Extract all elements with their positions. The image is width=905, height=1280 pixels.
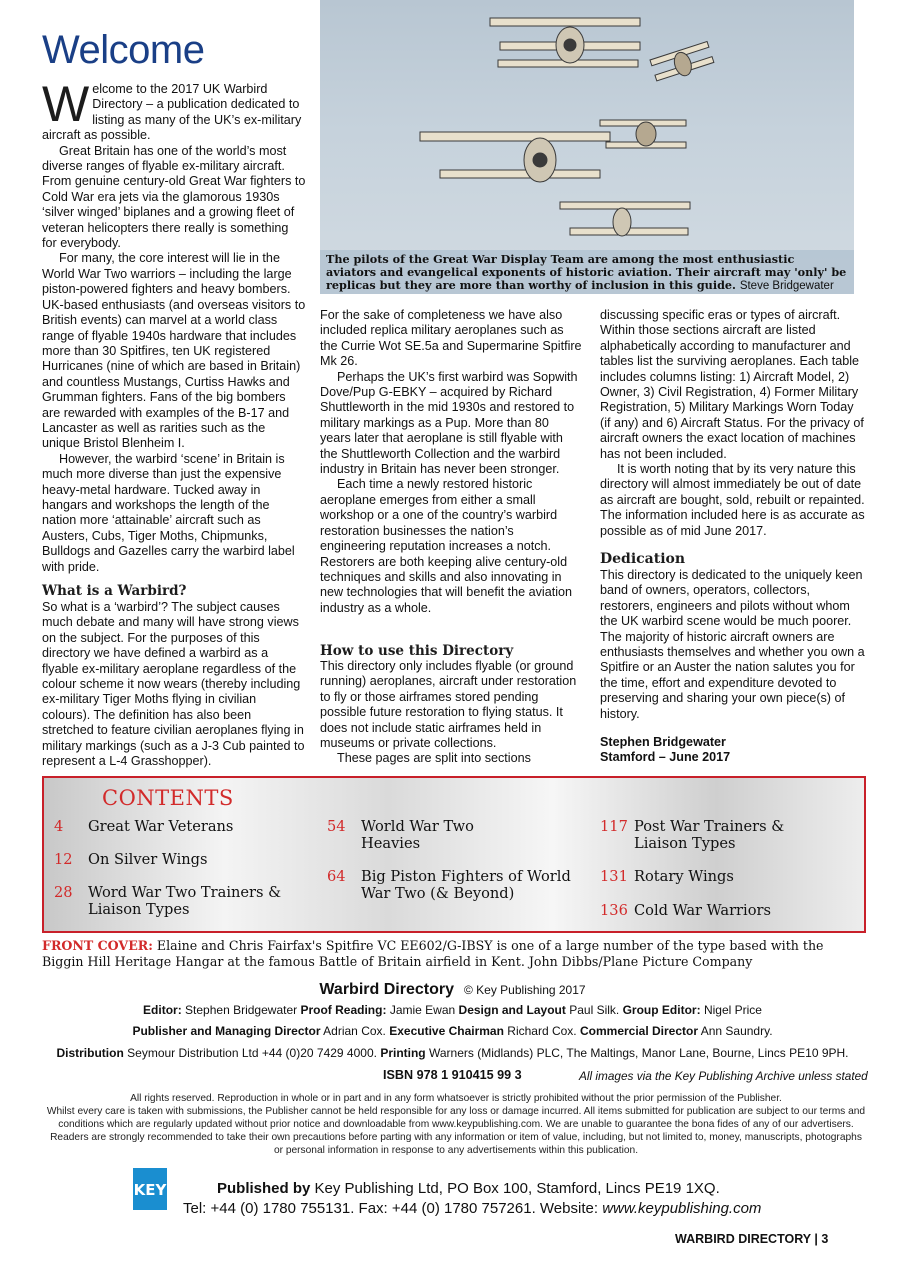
contents-page-number: 136 — [600, 902, 628, 919]
legal-line-1: All rights reserved. Reproduction in whole or in part and in any form whatsoever is strictly prohibited without the prior permission of the Publisher. — [130, 1093, 782, 1104]
contents-label: Post War Trainers & Liaison Types — [634, 818, 785, 852]
contents-label: Rotary Wings — [634, 868, 734, 885]
isbn: ISBN 978 1 910415 99 3 — [383, 1068, 522, 1082]
warbird-paragraph: So what is a ‘warbird’? The subject causes much debate and many will have strong views on the subject. For the purposes of this directory we have defined a warbird as a flyable ex-military aeroplane regardless of the colour scheme it now wears (thereby including ex-military Tiger Moths flying in civilian colours). The definition has also been stretched to feature civilian aeroplanes flying in military markings (such as a J-3 Cub painted to represent a L-4 Grasshopper). — [42, 600, 305, 769]
masthead-title-line — [0, 983, 905, 997]
publisher-name: Adrian Cox. — [323, 1024, 386, 1038]
contents-item[interactable] — [600, 902, 800, 919]
proof-name: Jamie Ewan — [389, 1003, 456, 1017]
publisher-label: Publisher and Managing Director — [132, 1024, 321, 1038]
caption-text: The pilots of the Great War Display Team are among the most enthusiastic aviators and evangelical exponents of historic aviation. Their aircraft may 'only' be replicas but they are more than worthy of inclusion in this guide. — [326, 252, 847, 293]
credits-line-1 — [0, 1003, 905, 1017]
editor-label: Editor: — [143, 1003, 182, 1017]
design-label: Design and Layout — [458, 1003, 566, 1017]
contents-item[interactable] — [600, 818, 800, 852]
contents-page-number: 12 — [54, 851, 73, 868]
logo-text: KEY — [133, 1181, 167, 1199]
contents-item[interactable] — [600, 868, 800, 885]
contents-item[interactable] — [54, 818, 304, 835]
hero-photo — [320, 0, 854, 294]
contents-label: Great War Veterans — [88, 818, 234, 835]
contact-text: Tel: +44 (0) 1780 755131. Fax: +44 (0) 1780 757261. Website: — [183, 1200, 599, 1217]
front-cover-note — [42, 938, 864, 969]
legal-notice — [45, 1092, 867, 1157]
welcome-paragraph-3: For many, the core interest will lie in the World War Two warriors – including the large piston-powered fighters and heavy bombers. UK-based enthusiasts (and overseas visitors to British events) can marvel at a world class range of flyable 1940s hardware that includes more than 30 Spitfires, ten UK registered Hurricanes (nine of which are based in Britain) and countless Mustangs, Curtiss Hawks and Grumman fighters. Fans of the big bombers are rewarded with examples of the B-17 and Lancaster as well as rarities such as the unique Bristol Blenheim I. — [42, 251, 306, 451]
printing-text: Warners (Midlands) PLC, The Maltings, Manor Lane, Bourne, Lincs PE10 9PH. — [428, 1046, 849, 1060]
contents-item[interactable] — [327, 868, 577, 902]
published-by-line — [217, 1180, 867, 1197]
published-label: Published by — [217, 1180, 311, 1197]
warbird-text — [42, 600, 306, 769]
signature-name: Stephen Bridgewater — [600, 735, 726, 749]
contents-page-number: 64 — [327, 868, 346, 885]
published-address: Key Publishing Ltd, PO Box 100, Stamford, Lincs PE19 1XQ. — [314, 1180, 720, 1197]
editor-name: Stephen Bridgewater — [185, 1003, 298, 1017]
images-note: All images via the Key Publishing Archive unless stated — [579, 1069, 868, 1083]
right-paragraph-2: It is worth noting that by its very nature this directory will almost immediately be out of date as aircraft are bought, sold, rebuilt or repainted. The information included here is as accurate as possible as of mid June 2017. — [600, 462, 865, 538]
key-publishing-logo — [133, 1168, 167, 1210]
middle-column — [320, 308, 582, 616]
group-name: Nigel Price — [703, 1003, 762, 1017]
contents-label: Cold War Warriors — [634, 902, 771, 919]
middle-paragraph-3: Each time a newly restored historic aeroplane emerges from either a small workshop or a one of the country’s warbird restoration businesses the nation’s engineering reputation increases a notch. Restorers are both keeping alive century-old techniques and skills and also innovating in new technologies that will benefit the aviation industry as a whole. — [320, 477, 573, 615]
howto-text — [320, 659, 582, 767]
printing-label: Printing — [380, 1046, 426, 1060]
contents-item[interactable] — [54, 851, 304, 868]
distribution-label: Distribution — [56, 1046, 124, 1060]
contents-page-number: 117 — [600, 818, 628, 835]
contents-item[interactable] — [327, 818, 577, 852]
page-title: Welcome — [42, 28, 205, 72]
middle-paragraph-2: Perhaps the UK’s first warbird was Sopwith Dove/Pup G-EBKY – acquired by Richard Shuttleworth in the mid 1930s and restored to military markings as a Pup. More than 80 years later that aeroplane is still flyable with the Shuttleworth Collection and the warbird industry in Britain has never been stronger. — [320, 369, 578, 477]
group-label: Group Editor: — [622, 1003, 701, 1017]
chairman-name: Richard Cox. — [507, 1024, 577, 1038]
contact-line — [183, 1200, 863, 1217]
contents-box — [42, 776, 866, 933]
front-cover-lead: FRONT COVER: — [42, 938, 153, 953]
contents-label: On Silver Wings — [88, 851, 208, 868]
front-cover-text: Elaine and Chris Fairfax's Spitfire VC EE602/G-IBSY is one of a large number of the type based with the Biggin Hill Heritage Hangar at the famous Battle of Britain airfield in Kent. John Dibbs/Plane Picture Company — [42, 938, 824, 969]
signature-place: Stamford – June 2017 — [600, 750, 731, 765]
section-heading-howto: How to use this Directory — [320, 643, 514, 659]
legal-line-2: Whilst every care is taken with submissions, the Publisher cannot be held responsible for any loss or damage incurred. All items submitted for publication are subject to our terms and conditions which are regularly updated without prior notice and downloadable from www.keypublishing.com. We are unable to guarantee the bona fides of any of our advertisers. Readers are strongly recommended to take their own precautions before parting with any information or item of value, including, but not limited to, money, manuscripts, photographs or personal information in response to any advertisements within this publication. — [46, 1106, 866, 1156]
commercial-name: Ann Saundry. — [700, 1024, 773, 1038]
chairman-label: Executive Chairman — [389, 1024, 504, 1038]
distribution-text: Seymour Distribution Ltd +44 (0)20 7429 4000. — [127, 1046, 377, 1060]
proof-label: Proof Reading: — [300, 1003, 387, 1017]
contents-page-number: 4 — [54, 818, 64, 835]
contents-page-number: 54 — [327, 818, 346, 835]
howto-paragraph-1: This directory only includes flyable (or ground running) aeroplanes, aircraft under restoration to fly or those airframes stored pending possible future restoration to flying status. It does not include static airframes held in museums or private collections. — [320, 659, 577, 751]
contents-page-number: 28 — [54, 884, 73, 901]
contents-title: CONTENTS — [102, 786, 234, 810]
page-footer: WARBIRD DIRECTORY | 3 — [675, 1232, 829, 1246]
dedication-text — [600, 568, 866, 722]
masthead-title: Warbird Directory — [319, 981, 454, 998]
contents-page-number: 131 — [600, 868, 628, 885]
right-column — [600, 308, 866, 539]
design-name: Paul Silk. — [569, 1003, 620, 1017]
section-heading-warbird: What is a Warbird? — [42, 583, 187, 599]
credits-line-2 — [0, 1024, 905, 1038]
credits-line-3 — [0, 1046, 905, 1060]
signature — [600, 735, 730, 766]
photo-caption — [320, 250, 854, 294]
dedication-paragraph: This directory is dedicated to the uniquely keen band of owners, operators, collectors, restorers, engineers and pilots without whom the UK warbird scene would be much poorer. The majority of historic aircraft owners are enthusiasts themselves and whether you own a Spitfire or an Auster the nation salutes you for the time, effort and expenditure devoted to preserving and sharing your own piece(s) of history. — [600, 568, 865, 721]
right-paragraph-1: discussing specific eras or types of aircraft. Within those sections aircraft are listed alphabetically according to manufacturer and tables list the surviving aeroplanes. Each table includes columns listing: 1) Aircraft Model, 2) Owner, 3) Civil Registration, 4) Former Military Registration, 5) Military Markings Worn Today (if any) and 6) Aircraft Status. For the privacy of aircraft owners the exact location of machines has not been included. — [600, 308, 864, 461]
welcome-paragraph-4: However, the warbird ‘scene’ in Britain is much more diverse than just the expensive heavy-metal hardware. Tucked away in hangars and workshops the length of the nation more ‘attainable’ aircraft such as Austers, Cubs, Tiger Moths, Chipmunks, Bulldogs and Gazelles carry the warbird label with pride. — [42, 451, 295, 574]
howto-paragraph-2: These pages are split into sections — [337, 751, 531, 766]
contents-label: Big Piston Fighters of World War Two (& Beyond) — [361, 868, 571, 902]
drop-cap: W — [42, 76, 90, 132]
contents-label: Word War Two Trainers & Liaison Types — [88, 884, 282, 918]
masthead-copyright: © Key Publishing 2017 — [463, 983, 586, 997]
contents-label: World War Two Heavies — [361, 818, 474, 852]
contents-item[interactable] — [54, 884, 304, 918]
caption-credit: Steve Bridgewater — [739, 280, 834, 293]
website-link[interactable]: www.keypublishing.com — [602, 1200, 762, 1217]
section-heading-dedication: Dedication — [600, 551, 686, 567]
welcome-paragraph-1: elcome to the 2017 UK Warbird Directory – a publication dedicated to listing as many of the UK’s ex-military aircraft as possible. — [42, 82, 302, 143]
welcome-paragraph-2: Great Britain has one of the world’s most diverse ranges of flyable ex-military aircraft. From genuine century-old Great War fighters to Cold War era jets via the glamorous 1930s ‘silver winged’ biplanes and a growing fleet of veteran helicopters there really is something for everybody. — [42, 143, 306, 251]
middle-paragraph-1: For the sake of completeness we have also included replica military aeroplanes such as the Currie Wot SE.5a and Supermarine Spitfire Mk 26. — [320, 308, 582, 369]
welcome-text — [42, 76, 306, 575]
commercial-label: Commercial Director — [579, 1024, 699, 1038]
